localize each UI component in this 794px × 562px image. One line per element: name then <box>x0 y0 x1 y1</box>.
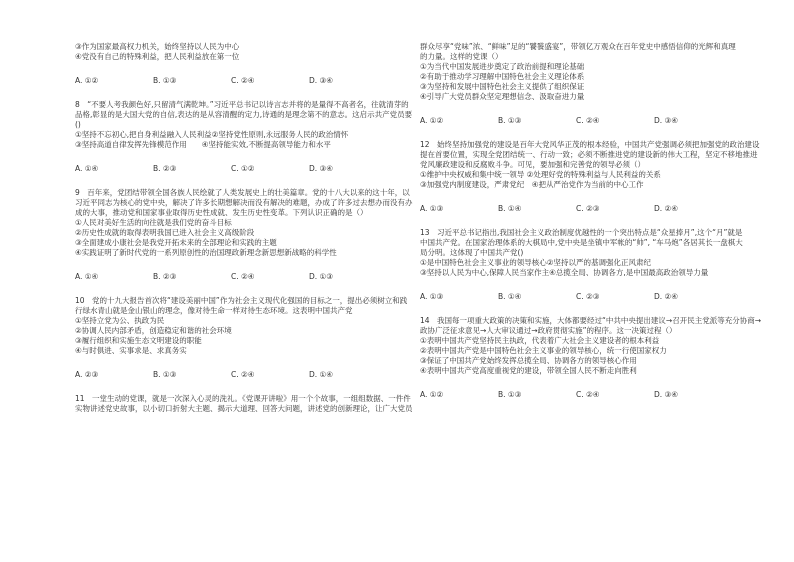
option-line: ①坚持不忘初心,把自身利益融入人民利益②坚持党性原则,永远服务人民的政治情怀 <box>75 130 349 139</box>
option-line: ②表明中国共产党是中国特色社会主义事业的领导核心，统一行使国家权力 <box>420 346 667 355</box>
option-line: ③加强党内制度建设，严肃党纪 ④把从严治党作为当前的中心工作 <box>420 180 644 189</box>
question-stem: 13 习近平总书记指出,我国社会主义政治制度优越性的一个突出特点是“众星捧月”,这个“月”就是 <box>420 228 743 237</box>
q11-choices <box>420 116 764 126</box>
choice-d: D. ①③ <box>309 272 333 281</box>
choice-c: C. ②③ <box>576 292 600 301</box>
option-line: ②协调人民内部矛盾，创造稳定和谐的社会环境 <box>75 326 232 335</box>
choice-b: B. ①③ <box>153 76 177 85</box>
choice-a: A. ①③ <box>420 292 444 301</box>
option-line: ④党没有自己的特殊利益，把人民利益放在第一位 <box>75 52 240 61</box>
choice-d: D. ②④ <box>654 204 678 213</box>
option-line: ①为当代中国发展进步奠定了政治前提和理论基础 <box>420 62 585 71</box>
option-line: ③坚持以人民为中心,保障人民当家作主④总揽全局、协调各方,是中国最高政治领导力量 <box>420 268 709 277</box>
question-10 <box>75 296 419 380</box>
choice-b: B. ①③ <box>498 390 522 399</box>
question-14 <box>420 316 764 400</box>
choice-b: B. ①③ <box>153 370 177 379</box>
choice-b: B. ①④ <box>498 292 522 301</box>
question-stem: 行绿水青山就是金山银山的理念，像对待生命一样对待生态环境。这表明中国共产党 <box>75 306 353 315</box>
option-line: ②有助于推动学习理解中国特色社会主义理论体系 <box>420 72 585 81</box>
question-stem: 习近平同志为核心的党中央，解决了许多长期想解决而没有解决的难题，办成了许多过去想办而没有办 <box>75 198 413 207</box>
question-stem: 局分明。这体现了中国共产党() <box>420 248 524 257</box>
question-stem: () <box>75 120 81 129</box>
option-line: ④表明中国共产党高度重视党的建设，带领全国人民不断走向胜利 <box>420 366 637 375</box>
choice-a: A. ①② <box>420 116 444 125</box>
question-stem: 10 党的十九大报告首次将“建设美丽中国”作为社会主义现代化强国的目标之一，提出必须树立和践 <box>75 296 408 305</box>
choice-c: C. ②④ <box>231 76 255 85</box>
question-stem: 12 始终坚持加强党的建设是百年大党风华正茂的根本经验，中国共产党强调必须把加强党的政治建设 <box>420 140 760 149</box>
question-stem: 实物讲述党史故事，以小切口折射大主题、揭示大道理、回答大问题，讲述党的创新理论，让广大党员 <box>75 404 413 413</box>
question-stem: 党风廉政建设和反腐败斗争。可见，要加强和完善党的领导必须（） <box>420 160 645 169</box>
option-line: ①表明中国共产党坚持民主执政，代表着广大社会主义建设者的根本利益 <box>420 336 660 345</box>
question-stem: 成的大事，推动党和国家事业取得历史性成就、发生历史性变革。下列认识正确的是（） <box>75 208 368 217</box>
choice-d: D. ①④ <box>309 370 333 379</box>
option-line: ③履行组织和实施生态文明建设的职能 <box>75 336 202 345</box>
q12-choices <box>420 204 764 214</box>
option-line: ①人民对美好生活的向往就是我们党的奋斗目标 <box>75 218 232 227</box>
choice-a: A. ①③ <box>420 204 444 213</box>
option-line: ③坚持高道自律发挥先锋模范作用 ④坚持能实效,不断提高领导能力和水平 <box>75 140 331 149</box>
choice-d: D. ②④ <box>654 292 678 301</box>
option-line: ④引导广大党员群众坚定理想信念、汲取奋进力量 <box>420 92 585 101</box>
question-stem: 9 百年来，党团结带领全国各族人民绘就了人类发展史上的壮美篇章。党的十八大以来的这十年，以 <box>75 188 410 197</box>
q8-choices <box>75 164 419 174</box>
choice-d: D. ③④ <box>309 76 333 85</box>
question-stem: 的力量。这样的党课（） <box>420 52 503 61</box>
question-13 <box>420 228 764 302</box>
question-stem: 11 一堂生动的党课，就是一次深入心灵的洗礼。《党课开讲啦》用一个个故事，一组组数据、一件件 <box>75 394 411 403</box>
question-stem: 14 我国每一项重大政策的决策和实施，大体都要经过“中共中央提出建议→召开民主党派等充分协商→ <box>420 316 761 325</box>
choice-c: C. ①② <box>231 164 255 173</box>
choice-d: D. ③④ <box>309 164 333 173</box>
question-stem: 8 “不要人考我颜色好,只留清气满乾坤。”习近平总书记以诗言志并将的是量得不高者名，往就清芽的 <box>75 100 409 109</box>
choice-a: A. ①④ <box>75 164 99 173</box>
option-line: ③为坚持和发展中国特色社会主义提供了组织保证 <box>420 82 585 91</box>
option-line: ②历史性成就的取得表明我国已进入社会主义高级阶段 <box>75 228 255 237</box>
choice-a: A. ①④ <box>75 272 99 281</box>
question-9 <box>75 188 419 282</box>
right-column <box>420 42 764 400</box>
q14-choices <box>420 390 764 400</box>
choice-c: C. ②④ <box>576 390 600 399</box>
choice-a: A. ①② <box>420 390 444 399</box>
question-stem: 提在首要位置，实现全党团结统一、行动一致；必须不断推进党的建设新的伟大工程，坚定不移地推进 <box>420 150 758 159</box>
choice-b: B. ②③ <box>153 164 177 173</box>
choice-c: C. ②④ <box>231 370 255 379</box>
option-line: ③全面建成小康社会是我党开拓未来的全部理论和实践的主题 <box>75 238 277 247</box>
option-line: ③保证了中国共产党始终发挥总揽全局、协调各方的领导核心作用 <box>420 356 637 365</box>
q9-choices <box>75 272 419 282</box>
choice-b: B. ①④ <box>498 204 522 213</box>
choice-b: B. ②③ <box>153 272 177 281</box>
option-line: ①坚持立党为公、执政为民 <box>75 316 165 325</box>
choice-c: C. ②④ <box>576 116 600 125</box>
question-stem: 品格,彰显的是大国大党的自信,表达的是从容清醒的定力,诗通的是理念第不的意志。这启示共产党员要 <box>75 110 413 119</box>
choice-d: D. ③④ <box>654 390 678 399</box>
question-stem: 政协广泛征求意见→人大审议通过→政府贯彻实施”的程序。这一决策过程（） <box>420 326 677 335</box>
option-line: ③作为国家最高权力机关，始终坚持以人民为中心 <box>75 42 240 51</box>
choice-a: A. ①② <box>75 76 99 85</box>
question-8 <box>75 100 419 174</box>
choice-d: D. ③④ <box>654 116 678 125</box>
option-line: ④实践证明了新时代党的一系列原创性的治国理政新理念新思想新战略的科学性 <box>75 248 337 257</box>
q7-choices <box>75 76 419 86</box>
question-11 <box>75 394 419 414</box>
choice-b: B. ①③ <box>498 116 522 125</box>
choice-a: A. ②③ <box>75 370 99 379</box>
option-line: ①维护中央权威和集中统一领导 ②处理好党的特殊利益与人民利益的关系 <box>420 170 661 179</box>
question-stem: 群众尽享“党味”浓、“鲜味”足的“饕餮盛宴”，带领亿万观众在百年党史中感悟信仰的光辉和真理 <box>420 42 736 51</box>
question-stem: 中国共产党。在国家治理体系的大棋局中,党中央是坐镇中军帐的“帅”, “车马炮”各居其长一盘棋大 <box>420 238 743 247</box>
option-line: ④与时俱进、实事求是、求真务实 <box>75 346 187 355</box>
q10-choices <box>75 370 419 380</box>
choice-c: C. ②④ <box>231 272 255 281</box>
q13-choices <box>420 292 764 302</box>
question-11-continued <box>420 42 764 126</box>
choice-c: C. ②③ <box>576 204 600 213</box>
question-12 <box>420 140 764 214</box>
option-line: ①是中国特色社会主义事业的领导核心②坚持以严的基调强化正风肃纪 <box>420 258 651 267</box>
left-column <box>75 42 419 414</box>
